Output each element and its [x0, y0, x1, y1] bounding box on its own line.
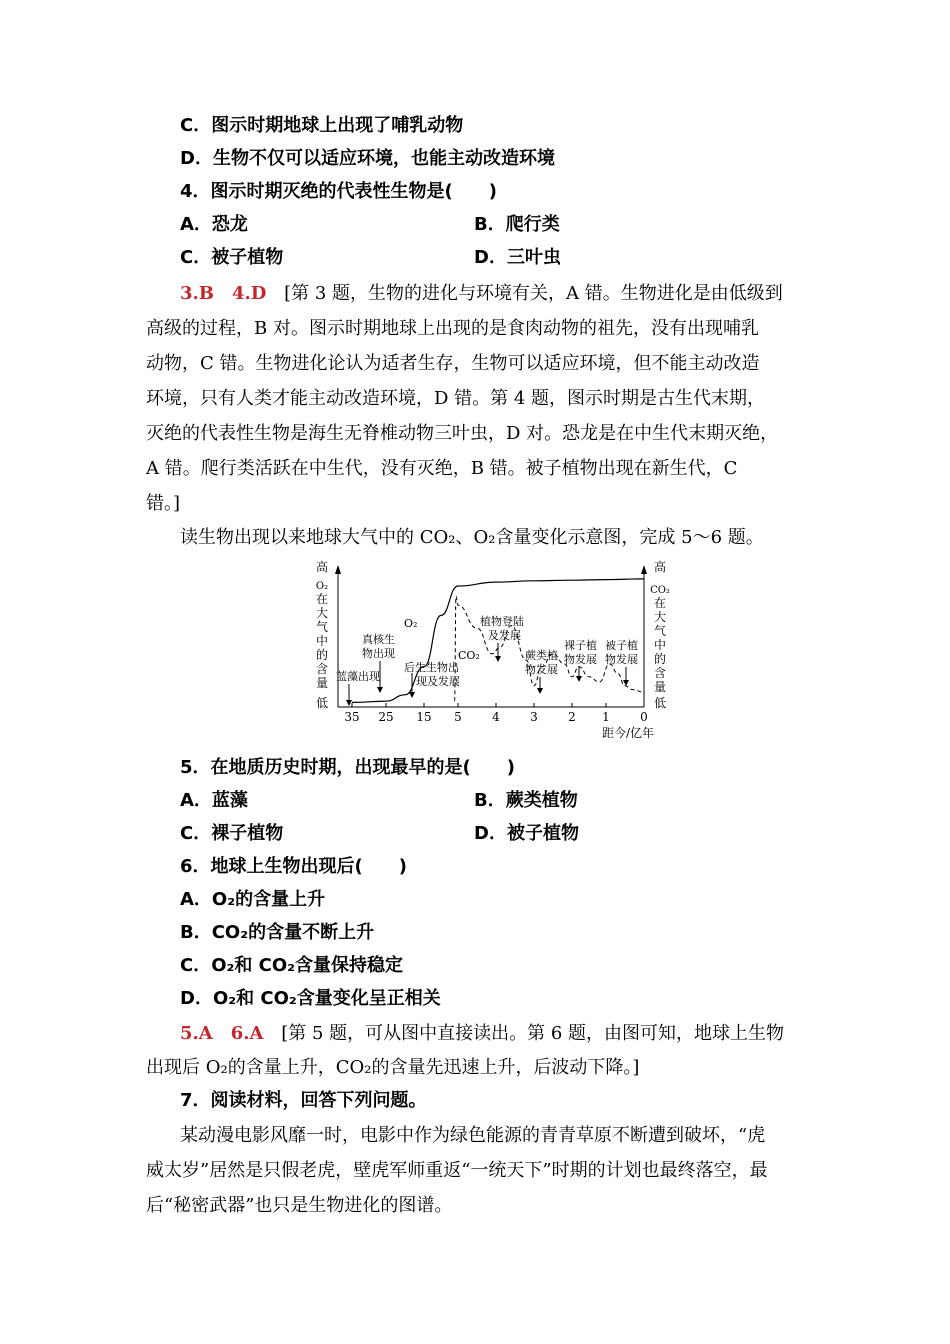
label-zhenhe-1: 真核生	[362, 633, 395, 646]
right-axis-labels	[650, 559, 670, 710]
option-4a: A．恐龙	[180, 214, 248, 235]
answer-key-3-4: 3.B 4.D	[180, 283, 267, 304]
question-6-stem: 6．地球上生物出现后( )	[180, 856, 407, 877]
label-beizi-1: 被子植	[605, 639, 638, 652]
option-6b: B．CO₂的含量不断上升	[180, 922, 375, 943]
option-6c: C．O₂和 CO₂含量保持稳定	[180, 955, 404, 976]
q7-material-line2: 威太岁”居然是只假老虎，壁虎军师重返“一统天下”时期的计划也最终落空，最	[146, 1160, 768, 1181]
q7-material-line3: 后“秘密武器”也只是生物进化的图谱。	[146, 1195, 453, 1216]
right-axis-co2: CO₂	[650, 585, 670, 596]
left-axis-labels	[316, 559, 328, 710]
label-housheng-1: 后生生物出	[404, 661, 459, 674]
x-axis-unit: 距今/亿年	[601, 726, 655, 740]
right-axis-char-8: 量	[653, 680, 667, 694]
x-tick-label: 35	[344, 710, 360, 724]
arrowhead-beizi	[623, 680, 629, 686]
label-jue-1: 蕨类植	[525, 649, 558, 662]
left-axis-char-5: 中	[315, 634, 329, 648]
left-axis-char-7: 含	[315, 662, 329, 676]
right-axis-char-5: 中	[653, 638, 667, 652]
right-axis-low: 低	[653, 696, 667, 710]
right-axis-arrow	[641, 565, 647, 574]
answer-3-4-line2: 高级的过程，B 对。图示时期地球上出现的是食肉动物的祖先，没有出现哺乳	[146, 318, 759, 339]
answer-key-5-6: 5.A 6.A	[180, 1023, 264, 1044]
option-6d: D．O₂和 CO₂含量变化呈正相关	[180, 988, 441, 1009]
label-jue-2: 物发展	[525, 663, 558, 676]
x-tick-label: 15	[416, 710, 432, 724]
right-axis-char-3: 大	[653, 610, 667, 624]
x-tick-label: 0	[640, 710, 648, 724]
arrowhead-lanzao	[346, 700, 352, 706]
option-4c: C．被子植物	[180, 247, 284, 268]
arrowhead-jue	[537, 688, 543, 694]
co2-o2-figure	[300, 555, 680, 743]
left-axis-char-6: 的	[315, 648, 329, 662]
answer-3-4-line7: 错。]	[146, 493, 181, 514]
label-lanzao: 蓝藻出现	[336, 670, 380, 683]
label-co2: CO₂	[458, 649, 480, 662]
option-5c: C．裸子植物	[180, 823, 284, 844]
annotations	[336, 614, 638, 706]
answer-3-4-line6: A 错。爬行类活跃在中生代，没有灭绝，B 错。被子植物出现在新生代，C	[146, 458, 738, 479]
option-5d: D．被子植物	[474, 823, 579, 844]
right-axis-high: 高	[653, 560, 667, 574]
arrowhead-zhiwu	[495, 656, 501, 662]
right-axis-char-7: 含	[653, 666, 667, 680]
answer-3-4-line1	[180, 282, 783, 306]
left-axis-arrow	[335, 565, 341, 574]
x-tick-label: 2	[568, 710, 576, 724]
label-zhenhe-2: 物出现	[362, 647, 395, 660]
right-axis-char-4: 气	[653, 624, 667, 638]
left-axis-char-8: 量	[315, 676, 329, 690]
x-tick-label: 25	[378, 710, 394, 724]
left-axis-char-3: 大	[315, 606, 329, 620]
option-5a: A．蓝藻	[180, 790, 248, 811]
right-axis-char-6: 的	[653, 652, 667, 666]
label-luozi-1: 裸子植	[564, 639, 597, 652]
left-axis-o2: O₂	[315, 581, 329, 592]
left-axis-char-4: 气	[315, 620, 329, 634]
option-5b: B．蕨类植物	[474, 790, 578, 811]
option-3c: C．图示时期地球上出现了哺乳动物	[180, 115, 464, 136]
x-ticks	[344, 703, 647, 724]
right-axis-char-2: 在	[653, 596, 667, 610]
x-tick-label: 3	[530, 710, 538, 724]
x-tick-label: 4	[492, 710, 500, 724]
q7-material-line1: 某动漫电影风靡一时，电影中作为绿色能源的青青草原不断遭到破坏，“虎	[180, 1125, 766, 1146]
left-axis-high: 高	[315, 560, 329, 574]
answer-3-4-line4: 环境，只有人类才能主动改造环境，D 错。第 4 题，图示时期是古生代末期，	[146, 388, 766, 409]
label-zhiwu-2: 及发展	[488, 629, 521, 642]
answer-3-4-line5: 灭绝的代表性生物是海生无脊椎动物三叶虫，D 对。恐龙是在中生代末期灭绝，	[146, 423, 779, 444]
label-luozi-2: 物发展	[564, 653, 597, 666]
answer-5-6-line2: 出现后 O₂的含量上升，CO₂的含量先迅速上升，后波动下降。]	[146, 1057, 640, 1078]
left-axis-char-2: 在	[315, 592, 329, 606]
question-4-stem: 4．图示时期灭绝的代表性生物是( )	[180, 181, 497, 202]
arrowhead-luozi	[576, 676, 582, 682]
option-3d: D．生物不仅可以适应环境，也能主动改造环境	[180, 148, 555, 169]
label-beizi-2: 物发展	[605, 653, 638, 666]
answer-5-6-line1	[180, 1022, 784, 1046]
question-5-stem: 5．在地质历史时期，出现最早的是( )	[180, 757, 515, 778]
x-tick-label: 1	[602, 710, 610, 724]
question-7-stem: 7．阅读材料，回答下列问题。	[180, 1090, 427, 1111]
answer-3-4-line3: 动物，C 错。生物进化论认为适者生存，生物可以适应环境，但不能主动改造	[146, 353, 760, 374]
x-tick-label: 5	[454, 710, 462, 724]
answer-5-6-text1: [第 5 题，可从图中直接读出。第 6 题，由图可知，地球上生物	[281, 1023, 785, 1044]
arrowhead-zhenhe	[377, 687, 383, 693]
option-4d: D．三叶虫	[474, 247, 561, 268]
left-axis-low: 低	[315, 696, 329, 710]
intro-5-6: 读生物出现以来地球大气中的 CO₂、O₂含量变化示意图，完成 5～6 题。	[180, 527, 764, 548]
option-4b: B．爬行类	[474, 214, 560, 235]
label-housheng-2: 现及发展	[416, 675, 460, 688]
label-zhiwu-1: 植物登陆	[480, 615, 524, 628]
option-6a: A．O₂的含量上升	[180, 889, 326, 910]
arrowhead-housheng	[409, 692, 415, 698]
label-o2: O₂	[404, 617, 418, 630]
answer-3-4-text1: [第 3 题，生物的进化与环境有关，A 错。生物进化是由低级到	[284, 283, 783, 304]
